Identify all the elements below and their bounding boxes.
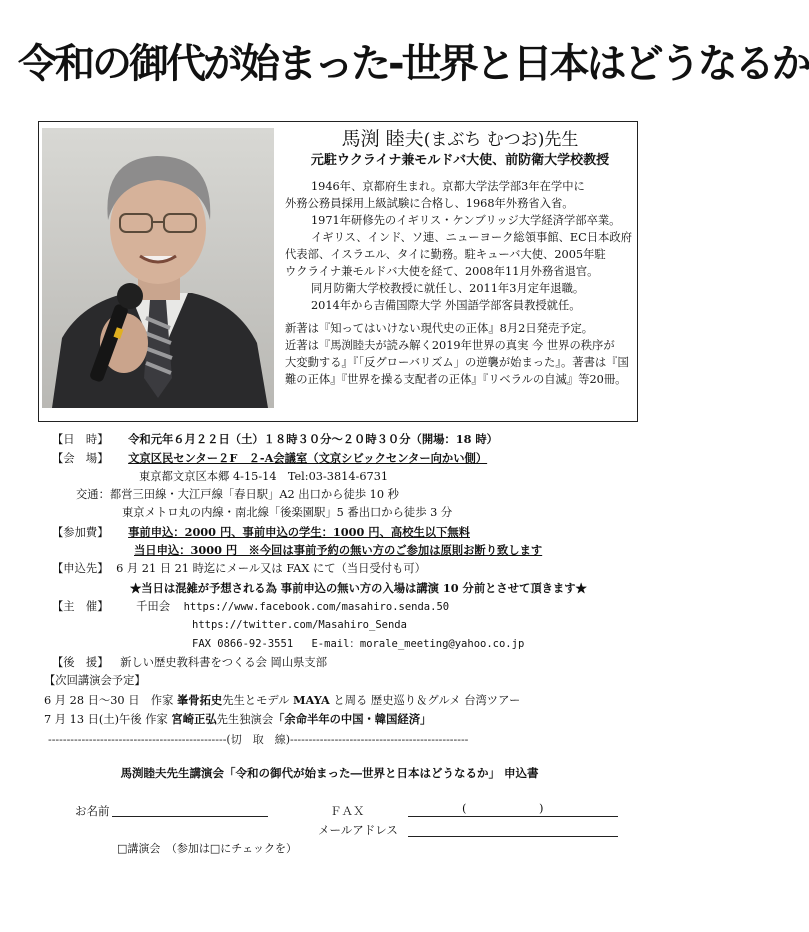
fax-paren-close: ) (539, 801, 544, 815)
bio-line: 同月防衛大学校教授に就任し、2011年3月定年退職。 (310, 282, 585, 295)
name-label: お名前 (75, 804, 110, 818)
fax-label: ＦＡＸ (330, 804, 365, 818)
books-line: 大変動する』『「反グローバリズム」の逆襲が始まった』。著書は『国 (285, 356, 629, 369)
form-title: 馬渕睦夫先生講演会「令和の御代が始まった―世界と日本はどうなるか」 申込書 (120, 766, 539, 780)
next-item-2-date: 7 月 13 日(土)午後 作家 (44, 713, 172, 726)
apply-label: 【申込先】 (52, 562, 109, 575)
fee-label: 【参加費】 (52, 526, 109, 539)
speaker-bio (285, 128, 635, 388)
host-name: 千田会 (136, 600, 170, 613)
cut-line: ------------------------------------------------(切 取 線)------------------------------------------------ (48, 733, 469, 746)
bio-line: 代表部、イスラエル、タイに勤務。駐キューバ大使、2005年駐 (285, 248, 606, 261)
access-line-2: 東京メトロ丸の内線・南北線「後楽園駅」5 番出口から徒歩 3 分 (122, 506, 453, 519)
bio-line: 1971年研修先のイギリス・ケンブリッジ大学経済学部卒業。 (310, 214, 621, 227)
host-facebook-link[interactable]: https://www.facebook.com/masahiro.senda.50 (183, 601, 450, 613)
next-item-1-desc: と周る 歴史巡り＆グルメ 台湾ツアー (329, 694, 521, 707)
next-item-2 (44, 710, 431, 729)
email-label: メールアドレス (318, 823, 398, 837)
speaker-portrait-icon (42, 128, 274, 408)
next-item-1 (44, 691, 520, 710)
next-label: 【次回講演会予定】 (44, 674, 146, 687)
books-line: 新著は『知ってはいけない現代史の正体』8月2日発売予定。 (285, 322, 594, 335)
support-value: 新しい歴史教科書をつくる会 岡山県支部 (120, 656, 328, 669)
venue-value: 文京区民センター２F ２-A会議室（文京シビックセンター向かい側） (128, 451, 488, 465)
host-twitter-link[interactable]: https://twitter.com/Masahiro_Senda (192, 619, 407, 631)
next-item-1-date: 6 月 28 日～30 日 作家 (44, 694, 177, 707)
books-line: 難の正体』『世界を操る支配者の正体』『リベラルの自滅』等20冊。 (285, 373, 627, 386)
venue-address: 東京都文京区本郷 4-15-14 Tel:03-3814-6731 (139, 470, 389, 483)
date-label: 【日 時】 (52, 433, 109, 446)
speaker-honorific: 先生 (544, 130, 579, 150)
next-item-1-model: MAYA (293, 693, 330, 707)
next-item-1-mid: 先生とモデル (222, 694, 293, 707)
speaker-photo (42, 128, 274, 408)
email-field[interactable] (408, 836, 618, 837)
apply-value: 6 月 21 日 21 時迄にメール又は FAX にて（当日受付も可） (116, 562, 426, 575)
support-label: 【後 援】 (52, 656, 109, 669)
speaker-role: 元駐ウクライナ兼モルドバ大使、前防衛大学校教授 (310, 153, 610, 168)
lecture-checkbox[interactable]: □講演会 （参加は□にチェックを） (117, 842, 297, 855)
fee-line-2: 当日申込：3000 円 ※今回は事前予約の無い方のご参加は原則お断り致します (134, 543, 543, 557)
bio-line: 1946年、京都府生まれ。京都大学法学部3年在学中に (310, 180, 585, 193)
bio-line: 2014年から吉備国際大学 外国語学部客員教授就任。 (310, 299, 581, 312)
date-value: 令和元年６月２２日（土）１８時３０分～２０時３０分（開場：18 時） (128, 432, 498, 446)
speaker-name: 馬渕 睦夫 (341, 128, 424, 150)
bio-line: イギリス、インド、ソ連、ニューヨーク総領事館、EC日本政府 (310, 231, 632, 244)
fax-paren-open: ( (462, 801, 467, 815)
name-field[interactable] (112, 816, 268, 817)
next-item-1-author: 峯骨拓史 (176, 693, 223, 707)
next-item-2-title: 「余命半年の中国・韓国経済」 (273, 712, 432, 726)
notice-line: ★当日は混雑が予想される為 事前申込の無い方の入場は講演 10 分前とさせて頂きます★ (130, 581, 587, 595)
fee-line-1: 事前申込：2000 円、事前申込の学生：1000 円、高校生以下無料 (128, 525, 470, 539)
speaker-reading: (まぶち むつお) (423, 130, 545, 150)
next-item-2-author: 宮崎正弘 (171, 712, 217, 726)
access-line-1: 交通：都営三田線・大江戸線「春日駅」A2 出口から徒歩 10 秒 (76, 488, 399, 501)
fax-field[interactable] (408, 816, 618, 817)
page-title: 令和の御代が始まった-世界と日本はどうなるか (18, 41, 809, 87)
books-line: 近著は『馬渕睦夫が読み解く2019年世界の真実 今 世界の秩序が (285, 339, 615, 352)
host-email[interactable]: E-mail：morale_meeting@yahoo.co.jp (311, 638, 525, 650)
speaker-name-line (285, 128, 635, 151)
venue-label: 【会 場】 (52, 452, 109, 465)
host-label: 【主 催】 (52, 600, 109, 613)
bio-line: 外務公務員採用上級試験に合格し、1968年外務省入省。 (285, 197, 574, 210)
bio-line: ウクライナ兼モルドバ大使を経て、2008年11月外務省退官。 (285, 265, 599, 278)
next-item-2-mid: 先生独演会 (216, 713, 274, 726)
host-fax: FAX 0866-92-3551 (192, 638, 294, 650)
